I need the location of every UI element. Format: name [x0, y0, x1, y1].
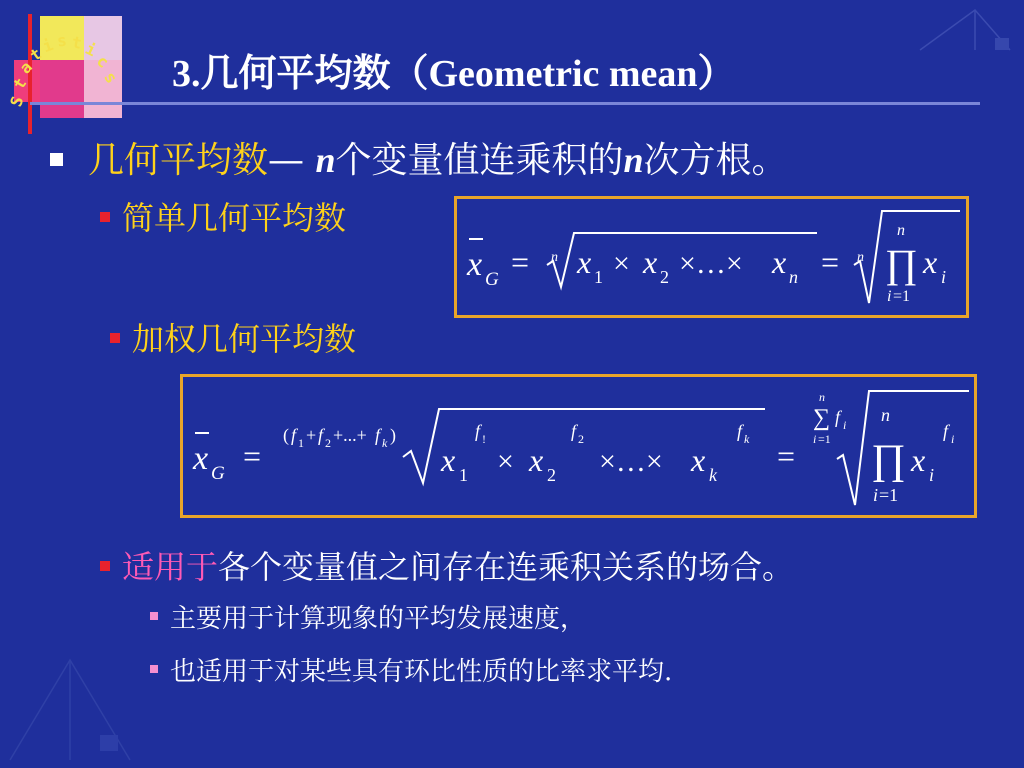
svg-text:f: f [375, 425, 381, 445]
simple-mean-bullet [100, 193, 346, 239]
svg-text:x: x [529, 442, 544, 478]
svg-text:n: n [857, 250, 864, 265]
weighted-mean-formula [180, 374, 977, 518]
svg-text:G: G [211, 463, 225, 484]
svg-text:i: i [843, 418, 847, 432]
weighted-mean-bullet [110, 314, 356, 360]
svg-text:n: n [789, 267, 798, 287]
svg-text:1: 1 [594, 267, 603, 287]
svg-text:f: f [571, 421, 577, 441]
svg-text:=1: =1 [879, 485, 899, 505]
sub-bullet-1-text: 主要用于计算现象的平均发展速度， [170, 604, 587, 634]
svg-text:n: n [551, 250, 558, 265]
svg-text:i: i [929, 465, 935, 485]
definition-term: 几何平均数 [88, 140, 269, 181]
svg-text:×: × [613, 247, 630, 280]
simple-mean-label: 简单几何平均数 [122, 199, 347, 237]
bullet-square-icon [110, 333, 120, 343]
svg-text:k: k [382, 436, 388, 450]
bullet-square-icon [100, 212, 110, 222]
svg-text:∑: ∑ [813, 405, 831, 431]
definition-n2: n [623, 140, 644, 180]
svg-text:2: 2 [547, 465, 556, 485]
corner-decoration-bottom [0, 640, 140, 768]
svg-text:k: k [709, 465, 717, 485]
svg-text:=: = [821, 244, 840, 280]
sub-bullet-2-text: 也适用于对某些具有环比性质的比率求平均. [170, 657, 673, 687]
svg-text:!: ! [482, 432, 486, 446]
svg-text:=: = [243, 438, 262, 474]
svg-text:i: i [941, 267, 947, 287]
svg-text:i: i [887, 288, 892, 305]
svg-text:x: x [691, 442, 706, 478]
simple-formula-svg [457, 199, 966, 315]
bullet-square-icon [100, 561, 110, 571]
bullet-square-icon [150, 665, 158, 673]
svg-text:f: f [318, 425, 324, 445]
simple-mean-formula [454, 196, 969, 318]
svg-text:(: ( [283, 425, 289, 445]
svg-text:G: G [485, 269, 499, 290]
bullet-square-icon [150, 612, 158, 620]
svg-text:x: x [911, 442, 926, 478]
svg-text:x: x [772, 244, 787, 280]
svg-text:f: f [943, 421, 949, 441]
svg-text:2: 2 [578, 432, 584, 446]
svg-text:x: x [467, 246, 483, 283]
svg-text:×…×: ×…× [679, 247, 743, 280]
svg-text:×…×: ×…× [599, 445, 663, 478]
page-title: 3.几何平均数（Geometric mean） [172, 53, 736, 95]
svg-text:=1: =1 [893, 288, 911, 305]
svg-text:f: f [291, 425, 297, 445]
title-divider [30, 102, 980, 105]
applies-text: 各个变量值之间存在连乘积关系的场合。 [218, 548, 795, 586]
statistics-logo [0, 0, 135, 135]
definition-tail: 次方根。 [643, 140, 788, 181]
svg-text:n: n [881, 405, 890, 425]
svg-text:2: 2 [325, 436, 331, 450]
sub-bullet-2 [150, 651, 672, 688]
applies-bullet [100, 542, 794, 588]
weighted-formula-svg [183, 377, 974, 515]
svg-text:1: 1 [298, 436, 304, 450]
svg-text:x: x [643, 244, 658, 280]
weighted-mean-label: 加权几何平均数 [132, 320, 357, 358]
svg-text:i: i [813, 432, 817, 446]
svg-text:=: = [511, 244, 530, 280]
svg-text:x: x [577, 244, 592, 280]
svg-text:n: n [819, 390, 825, 404]
svg-text:x: x [193, 440, 209, 477]
svg-text:∏: ∏ [871, 437, 906, 483]
svg-text:1: 1 [459, 465, 468, 485]
svg-text:+: + [306, 425, 317, 445]
definition-bullet [50, 132, 788, 183]
svg-text:f: f [737, 421, 743, 441]
svg-text:2: 2 [660, 267, 669, 287]
svg-text:x: x [923, 244, 938, 280]
svg-text:f: f [835, 407, 841, 427]
svg-text:=: = [777, 438, 796, 474]
svg-text:k: k [744, 432, 750, 446]
svg-text:i: i [951, 432, 955, 446]
definition-dash: — [268, 140, 305, 181]
sub-bullet-1 [150, 598, 586, 635]
corner-decoration [900, 0, 1024, 60]
bullet-square-icon [50, 153, 63, 166]
svg-text:∏: ∏ [885, 241, 918, 286]
svg-text:×: × [497, 445, 514, 478]
svg-text:n: n [897, 222, 905, 239]
logo-text: S t a t i s t i c s [6, 30, 122, 110]
definition-body: 个变量值连乘积的 [335, 140, 624, 181]
definition-n1: n [315, 140, 336, 180]
svg-text:): ) [390, 425, 396, 445]
svg-text:x: x [441, 442, 456, 478]
svg-text:i: i [873, 485, 879, 505]
svg-text:f: f [475, 421, 481, 441]
applies-term: 适用于 [122, 548, 219, 586]
svg-text:=1: =1 [818, 432, 831, 446]
svg-text:+...+: +...+ [333, 425, 367, 445]
